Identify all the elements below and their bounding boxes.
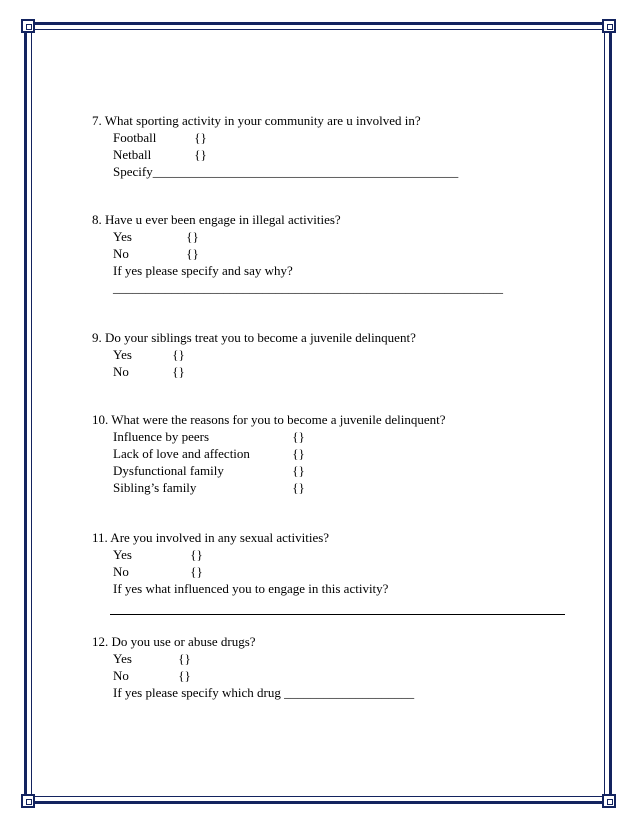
answer-blank[interactable]: ____________________________________________________________ — [113, 280, 503, 295]
option-row — [92, 346, 572, 363]
option-label: Netball — [113, 147, 152, 162]
question-11-prompt: 11. Are you involved in any sexual activities? — [92, 530, 330, 545]
option-label: Lack of love and affection — [113, 446, 250, 461]
option-label: Football — [113, 130, 157, 145]
checkbox[interactable]: {} — [292, 463, 305, 478]
question-8 — [92, 211, 572, 296]
option-label: Yes — [113, 229, 132, 244]
question-7-prompt: 7. What sporting activity in your community are u involved in? — [92, 113, 421, 128]
option-label: No — [113, 246, 129, 261]
option-row — [92, 363, 572, 380]
checkbox[interactable]: {} — [186, 229, 199, 244]
checkbox[interactable]: {} — [194, 147, 207, 162]
question-10-prompt: 10. What were the reasons for you to become a juvenile delinquent? — [92, 412, 446, 427]
question-12-prompt: 12. Do you use or abuse drugs? — [92, 634, 256, 649]
checkbox[interactable]: {} — [194, 130, 207, 145]
option-label: Yes — [113, 547, 132, 562]
option-label: No — [113, 364, 129, 379]
specify-field[interactable]: Specify_______________________________________________ — [113, 164, 459, 179]
option-label: No — [113, 668, 129, 683]
question-12 — [92, 633, 572, 701]
option-row — [92, 546, 572, 563]
option-label: Yes — [113, 347, 132, 362]
checkbox[interactable]: {} — [292, 446, 305, 461]
checkbox[interactable]: {} — [172, 347, 185, 362]
answer-line[interactable] — [110, 614, 565, 615]
option-row — [92, 462, 572, 479]
checkbox[interactable]: {} — [292, 480, 305, 495]
question-8-prompt: 8. Have u ever been engage in illegal activities? — [92, 212, 341, 227]
option-row — [92, 245, 572, 262]
option-row — [92, 650, 572, 667]
option-label: Dysfunctional family — [113, 463, 224, 478]
question-9-prompt: 9. Do your siblings treat you to become a juvenile delinquent? — [92, 330, 416, 345]
question-7 — [92, 112, 572, 180]
option-row — [92, 563, 572, 580]
option-row — [92, 146, 572, 163]
checkbox[interactable]: {} — [178, 668, 191, 683]
option-row — [92, 479, 572, 496]
question-9 — [92, 329, 572, 380]
option-label: Influence by peers — [113, 429, 210, 444]
checkbox[interactable]: {} — [178, 651, 191, 666]
option-row — [92, 129, 572, 146]
checkbox[interactable]: {} — [172, 364, 185, 379]
followup-prompt: If yes what influenced you to engage in this activity? — [113, 581, 389, 596]
option-label: Sibling’s family — [113, 480, 197, 495]
question-11 — [92, 529, 572, 597]
option-row — [92, 228, 572, 245]
checkbox[interactable]: {} — [190, 547, 203, 562]
checkbox[interactable]: {} — [190, 564, 203, 579]
option-label: Yes — [113, 651, 132, 666]
option-label: No — [113, 564, 129, 579]
option-row — [92, 667, 572, 684]
specify-field[interactable]: If yes please specify which drug ____________________ — [113, 685, 415, 700]
option-row — [92, 428, 572, 445]
option-row — [92, 445, 572, 462]
question-10 — [92, 411, 572, 496]
followup-prompt: If yes please specify and say why? — [113, 263, 293, 278]
checkbox[interactable]: {} — [292, 429, 305, 444]
checkbox[interactable]: {} — [186, 246, 199, 261]
